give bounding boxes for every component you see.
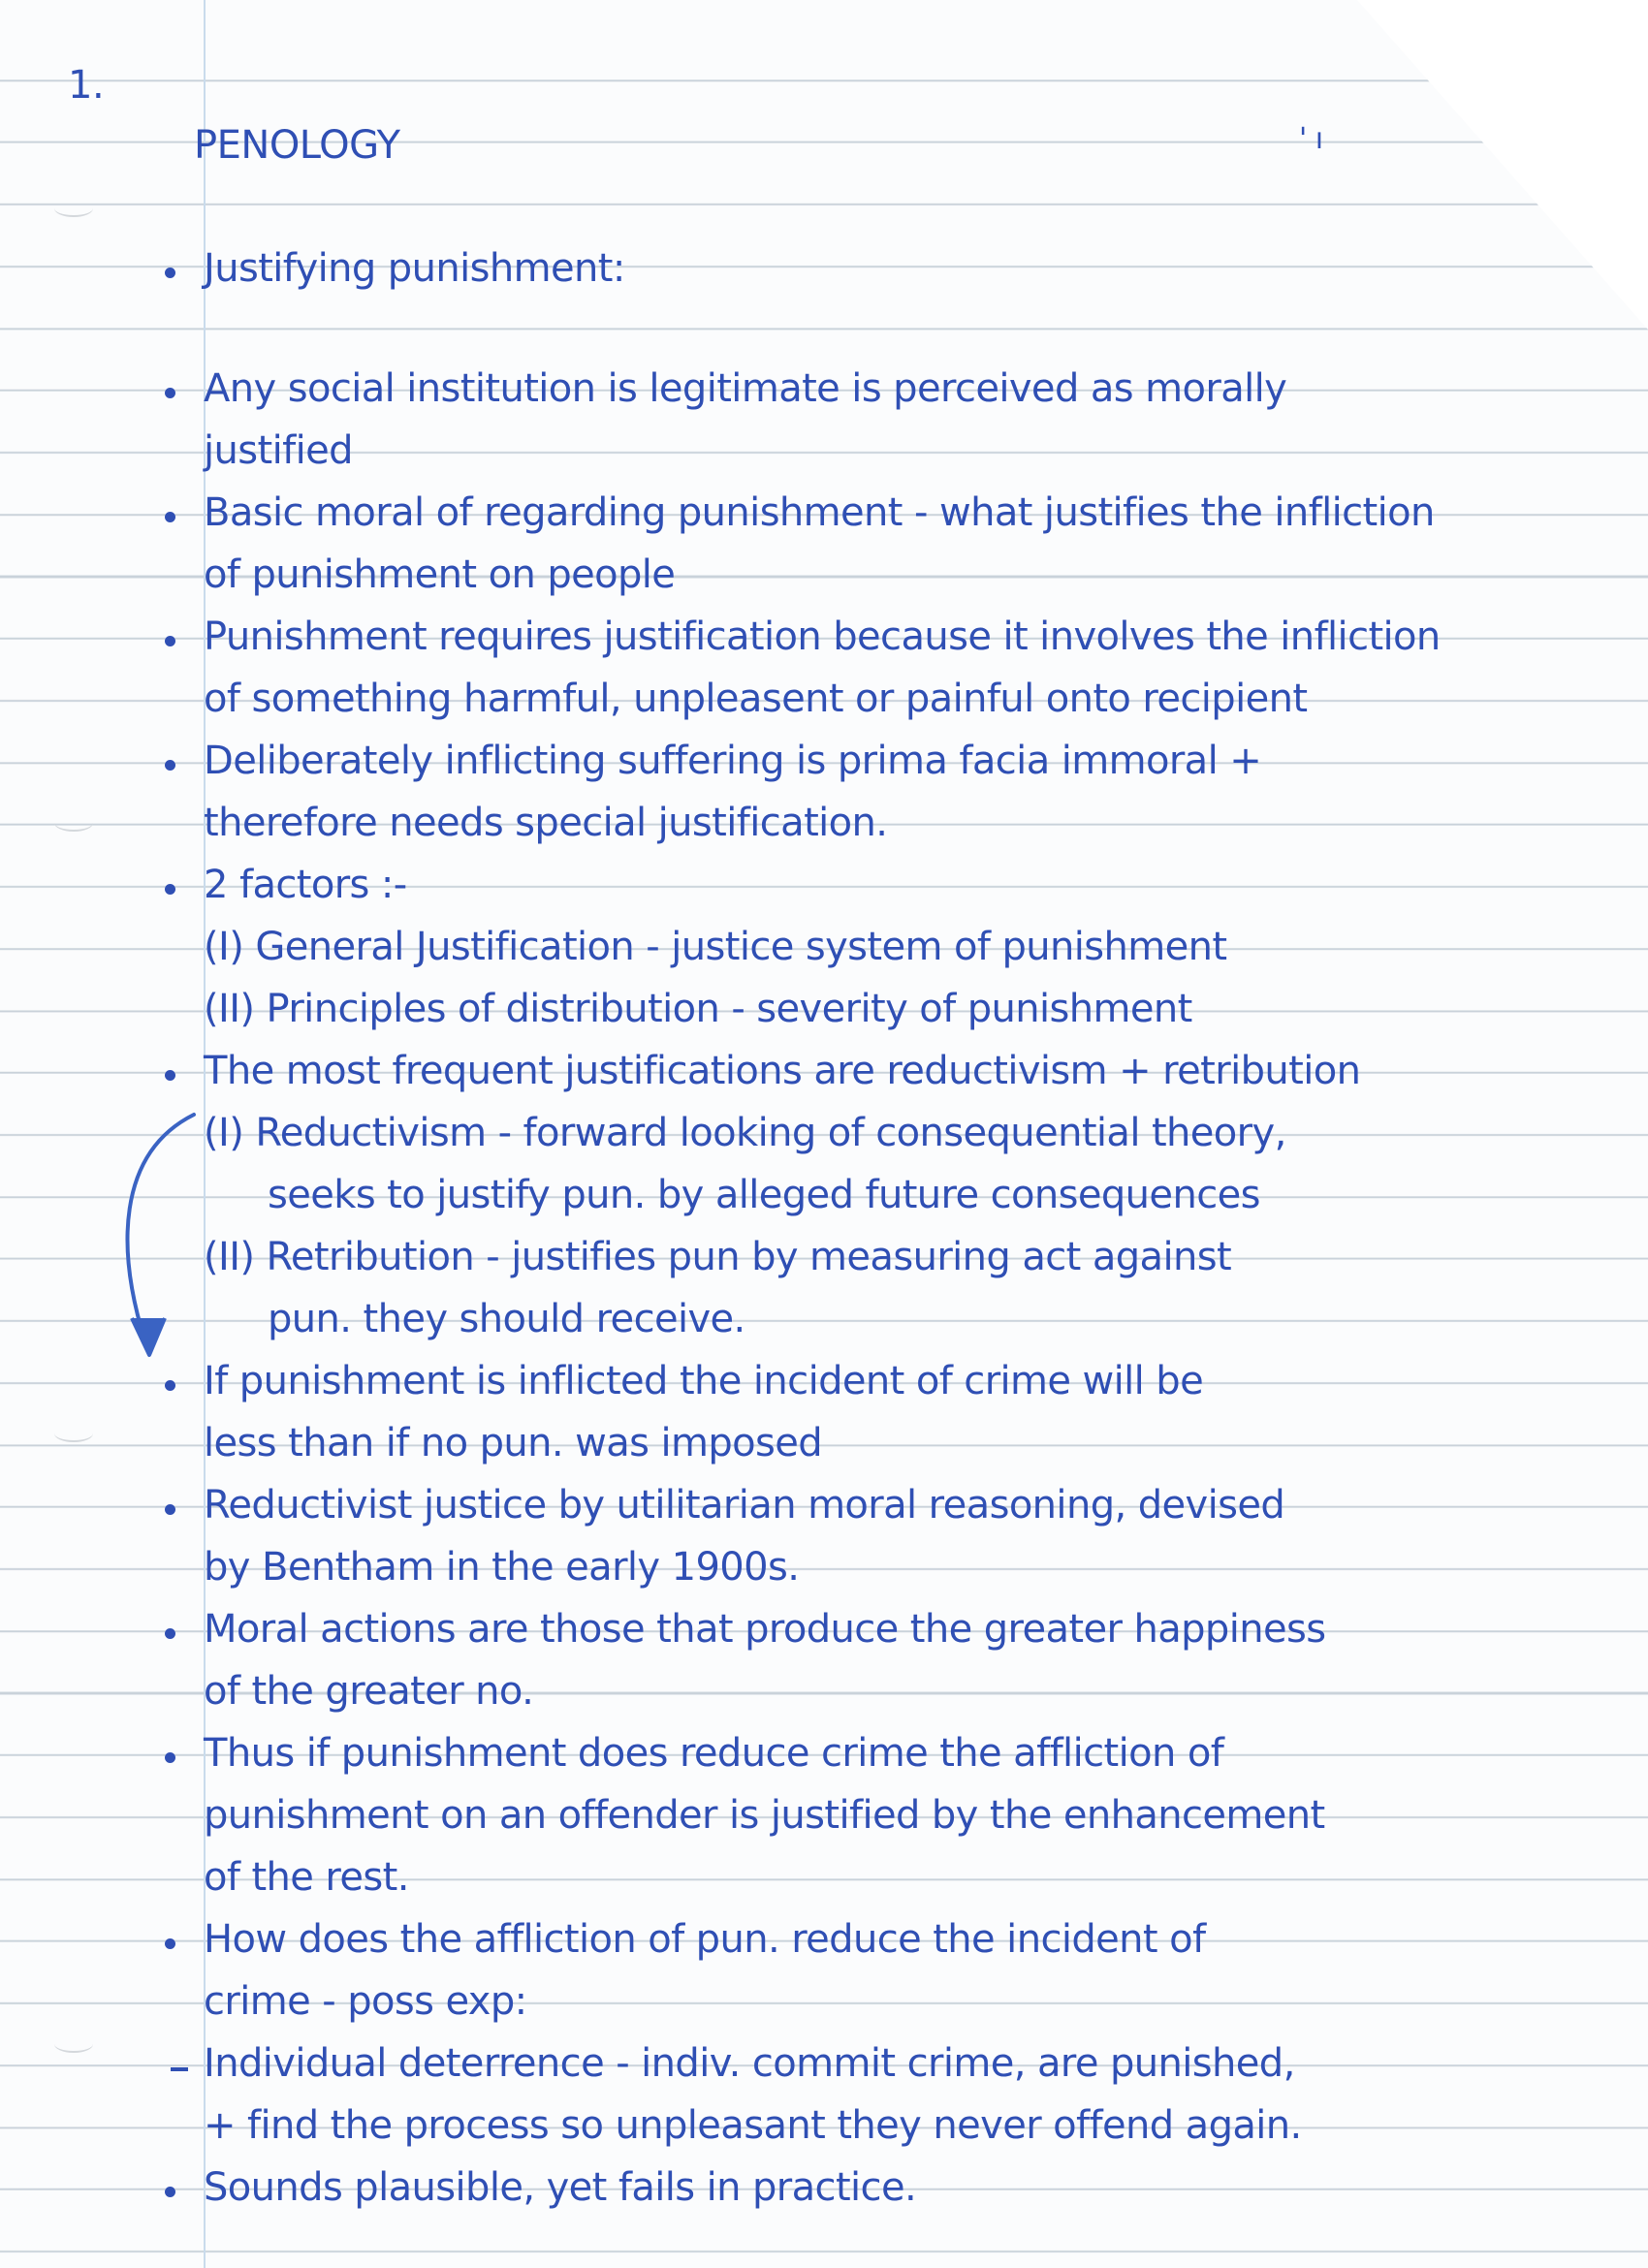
note-line: less than if no pun. was imposed [204, 1421, 823, 1465]
bullet-point [165, 636, 175, 646]
note-line: Justifying punishment: [204, 246, 625, 291]
folded-corner [1357, 0, 1648, 330]
page-number: 1. [68, 63, 105, 108]
note-line: How does the affliction of pun. reduce the incident of [204, 1917, 1206, 1962]
note-line: The most frequent justifications are reductivism + retribution [204, 1049, 1361, 1093]
note-line: (II) Retribution - justifies pun by measuring act against [204, 1235, 1232, 1279]
dash-point [171, 2067, 188, 2071]
page-title: PENOLOGY [194, 123, 400, 168]
bullet-point [165, 1752, 175, 1763]
bullet-point [165, 2187, 175, 2197]
bullet-point [165, 1070, 175, 1081]
note-line: If punishment is inflicted the incident of crime will be [204, 1359, 1204, 1403]
note-line: of the greater no. [204, 1669, 534, 1714]
note-line: Basic moral of regarding punishment - what justifies the infliction [204, 490, 1435, 535]
note-line: by Bentham in the early 1900s. [204, 1545, 800, 1590]
bullet-point [165, 1380, 175, 1391]
note-line: Punishment requires justification because it involves the infliction [204, 614, 1441, 659]
note-line: therefore needs special justification. [204, 801, 888, 845]
punch-hole-mark [54, 200, 93, 217]
bullet-point [165, 760, 175, 771]
note-line: of the rest. [204, 1855, 409, 1900]
note-line: Individual deterrence - indiv. commit crime, are punished, [204, 2041, 1295, 2086]
bullet-point [165, 1938, 175, 1949]
note-line: + find the process so unpleasant they never offend again. [204, 2103, 1302, 2148]
punch-hole-mark [54, 1425, 93, 1442]
note-line: Moral actions are those that produce the greater happiness [204, 1607, 1326, 1652]
note-line: Any social institution is legitimate is perceived as morally [204, 366, 1287, 411]
note-line: (I) General Justification - justice system of punishment [204, 925, 1227, 969]
note-line: Deliberately inflicting suffering is prima facia immoral + [204, 739, 1262, 783]
note-line: pun. they should receive. [268, 1297, 745, 1341]
note-line: (II) Principles of distribution - severity of punishment [204, 987, 1192, 1031]
note-line: crime - poss exp: [204, 1979, 527, 2024]
bullet-point [165, 268, 175, 278]
bullet-point [165, 388, 175, 398]
bullet-point [165, 512, 175, 522]
note-line: seeks to justify pun. by alleged future consequences [268, 1173, 1260, 1217]
corner-mark: ' ı [1299, 122, 1323, 156]
note-line: justified [204, 428, 353, 473]
note-line: of something harmful, unpleasent or painful onto recipient [204, 677, 1308, 721]
note-line: 2 factors :- [204, 863, 407, 907]
punch-hole-mark [54, 814, 93, 832]
bullet-point [165, 884, 175, 895]
note-line: (I) Reductivism - forward looking of consequential theory, [204, 1111, 1286, 1155]
note-line: punishment on an offender is justified by the enhancement [204, 1793, 1325, 1838]
note-line: of punishment on people [204, 552, 676, 597]
note-line: Thus if punishment does reduce crime the affliction of [204, 1731, 1224, 1776]
bullet-point [165, 1628, 175, 1639]
note-line: Reductivist justice by utilitarian moral reasoning, devised [204, 1483, 1285, 1528]
punch-hole-mark [54, 2035, 93, 2053]
bullet-point [165, 1504, 175, 1515]
note-line: Sounds plausible, yet fails in practice. [204, 2165, 917, 2210]
